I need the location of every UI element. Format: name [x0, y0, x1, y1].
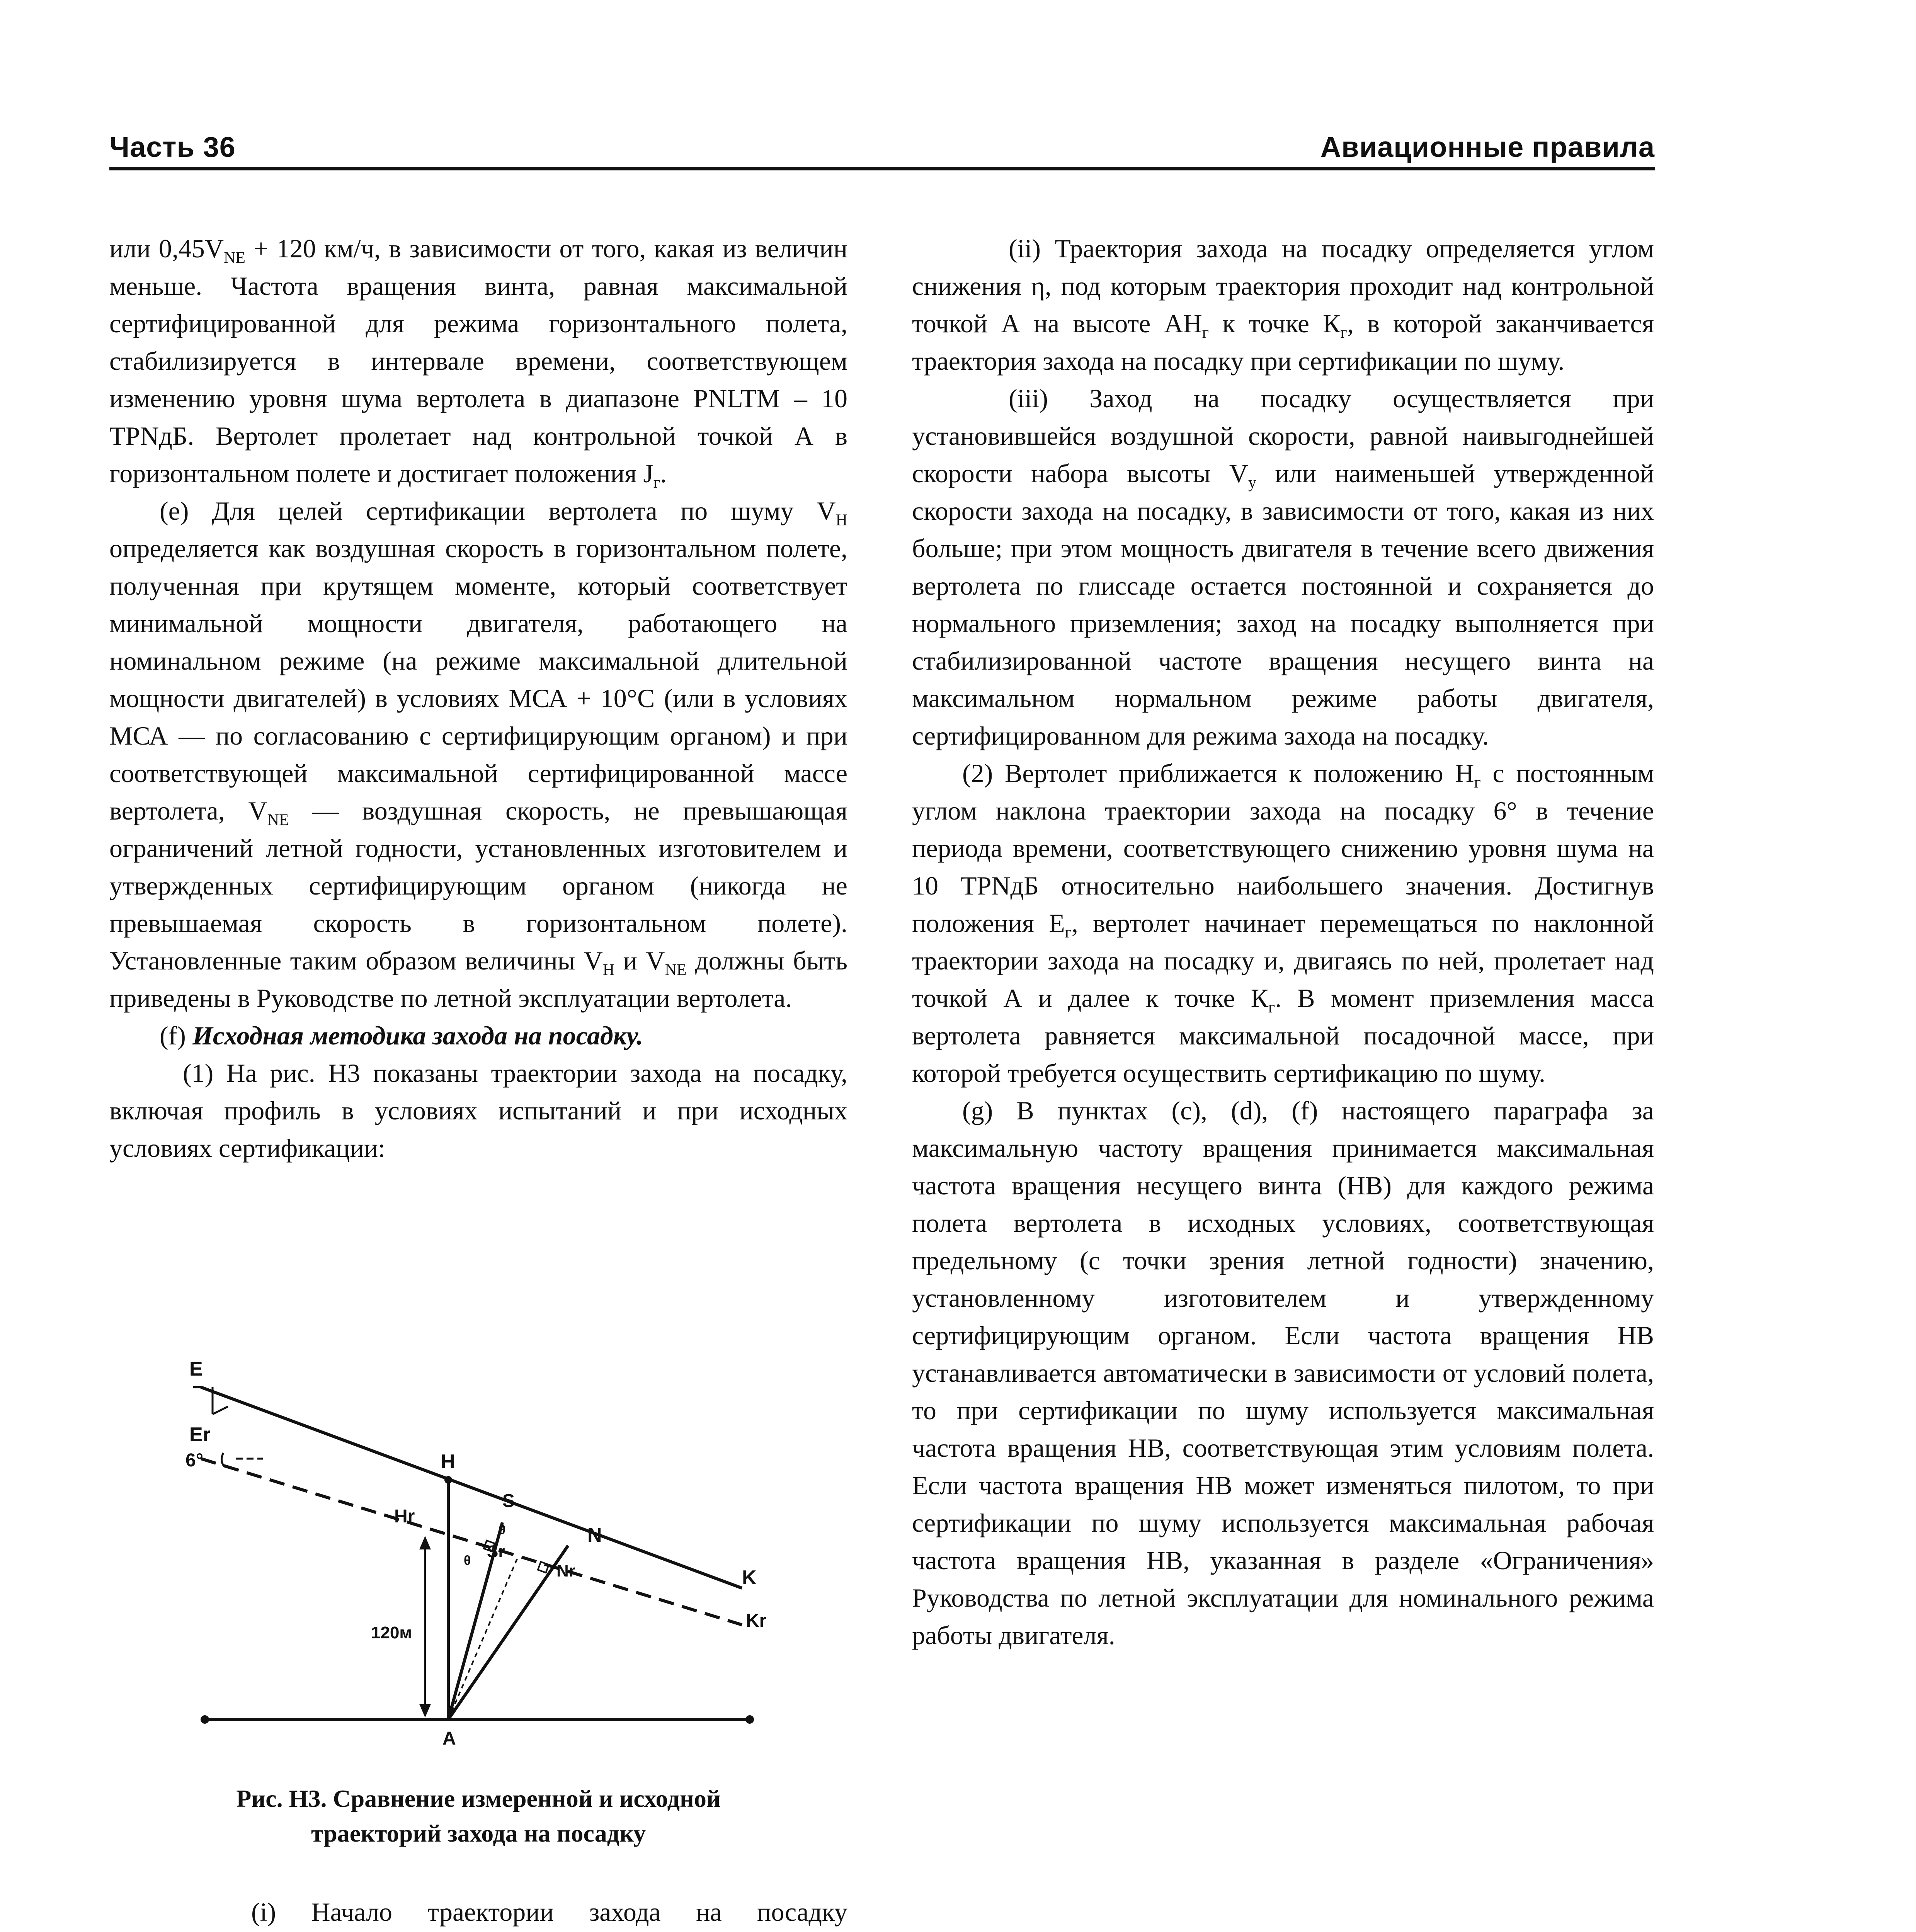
label-sr: Sr — [487, 1542, 505, 1561]
header-rule — [109, 167, 1655, 170]
ground-end-left — [201, 1715, 209, 1724]
label-a: A — [442, 1728, 456, 1749]
label-s: S — [502, 1491, 515, 1511]
label-n: N — [587, 1524, 602, 1546]
left-column-lower — [201, 1893, 847, 1932]
height-arrow-top — [419, 1536, 431, 1549]
running-header-part: Часть 36 — [109, 131, 236, 163]
paragraph-e: (е) Для целей сертификации вертолета по шуму $V_H$ определяется как воздушная скорость в горизонтальном полете, полученная при крутящем моменте, который соответствует минимальной мощности двигателя, работающего на номинальном режиме (на режиме максимальной длительной мощности двигателей) в условиях МСА + 10°С (или в условиях МСА — по согласованию с сертифицирующим органом) и при соответствующей максимальной сертифицированной массе вертолета, $V_{NE}$ — воздушная скорость, не превышающая ограничений летной годности, установленных изготовителем и утвержденных сертифицирующим органом (никогда не превышаемая скорость в горизонтальном полете). Установленные таким образом величины $V_H$ и $V_{NE}$ должны быть приведены в Руководстве по летной эксплуатации вертолета. — [109, 496, 847, 1013]
point-h — [444, 1476, 452, 1484]
er-angle-arc — [221, 1453, 224, 1466]
label-k: K — [742, 1566, 757, 1589]
line-a-sr — [448, 1557, 518, 1719]
paragraph-f-heading: (f) Исходная методика захода на посадку. — [160, 1021, 643, 1050]
approach-diagram — [178, 1341, 781, 1758]
figure-caption — [109, 1781, 847, 1851]
paragraph-iii: (iii) Заход на посадку осуществляется при установившейся воздушной скорости, равной наивыгоднейшей скорости набора высоты $V_y$ или наименьшей утвержденной скорости захода на посадку, в зависимости от того, какая из них больше; при этом мощность двигателя в течение всего движения вертолета по глиссаде остается постоянной и сохраняется до нормального приземления; заход на посадку выполняется при стабилизированной частоте вращения несущего винта на максимальном нормальном режиме работы двигателя, сертифицированном для режима захода на посадку. — [912, 384, 1654, 750]
left-column — [109, 230, 847, 1167]
paragraph-2: (2) Вертолет приближается к положению $Н_г$ с постоянным углом наклона траектории захода на посадку 6° в течение периода времени, соответствующего снижению уровня шума на 10 TPNдБ относительно наибольшего значения. Достигнув положения $Е_г$, вертолет начинает перемещаться по наклонной траектории захода на посадку и, двигаясь по ней, пролетает над точкой А и далее к точке $К_г$. В момент приземления масса вертолета равняется максимальной посадочной массе, при которой требуется осуществить сертификацию по шуму. — [912, 759, 1654, 1088]
label-nr: Nr — [556, 1561, 575, 1580]
label-theta-a: θ — [464, 1553, 471, 1568]
label-e: E — [189, 1358, 203, 1380]
ground-end-right — [745, 1715, 754, 1724]
measured-path-line — [201, 1387, 742, 1588]
label-height-120m: 120м — [371, 1623, 412, 1642]
right-column — [912, 230, 1654, 1654]
label-h: H — [441, 1451, 455, 1473]
paragraph-continuation: или $0,45V_{NE} + 120$ км/ч, в зависимости от того, какая из величин меньше. Частота вращения винта, равная максимальной сертифицированной для режима горизонтального полета, стабилизируется в интервале времени, соответствующем изменению уровня шума вертолета в диапазоне PNLTM – 10 TPNдБ. Вертолет пролетает над контрольной точкой А в горизонтальном полете и достигает положения $J_г$. — [109, 234, 848, 492]
label-six-degrees: 6° — [185, 1450, 203, 1471]
caption-line-1: Рис. Н3. Сравнение измеренной и исходной — [236, 1785, 721, 1812]
height-arrow-bottom — [419, 1704, 431, 1718]
label-er: Er — [189, 1423, 211, 1446]
label-kr: Kr — [746, 1611, 767, 1631]
paragraph-f1: (1) На рис. Н3 показаны траектории захода на посадку, включая профиль в условиях испытаний и при исходных условиях сертификации: — [109, 1058, 847, 1163]
right-angle-n — [538, 1562, 549, 1573]
label-hr: Hr — [394, 1506, 415, 1527]
paragraph-i: (i) Начало траектории захода на посадку — [251, 1897, 847, 1927]
line-a-n — [448, 1546, 568, 1719]
label-theta-s: θ — [499, 1522, 506, 1537]
paragraph-ii: (ii) Траектория захода на посадку определяется углом снижения η, под которым траектория проходит над контрольной точкой А на высоте $АН_г$ к точке $К_г$, в которой заканчивается траектория захода на посадку при сертификации по шуму. — [912, 234, 1654, 376]
figure-h3-approach-paths — [178, 1341, 781, 1758]
caption-line-2: траекторий захода на посадку — [311, 1820, 646, 1847]
reference-path-line — [201, 1459, 742, 1625]
running-header-title: Авиационные правила — [1320, 131, 1655, 163]
paragraph-g: (g) В пунктах (с), (d), (f) настоящего параграфа за максимальную частоту вращения принимается максимальная частота вращения несущего винта (НВ) для каждого режима полета вертолета в исходных условиях, соответствующая предельному (с точки зрения летной годности) значению, установленному изготовителем и утвержденному сертифицирующим органом. Если частота вращения НВ устанавливается автоматически в зависимости от условий полета, то при сертификации по шуму используется максимальная частота вращения НВ, соответствующая этим условиям полета. Если частота вращения НВ может изменяться пилотом, то при сертификации по шуму используется максимальная рабочая частота вращения НВ, указанная в разделе «Ограничения» Руководства по летной эксплуатации для номинального режима работы двигателя. — [912, 1096, 1654, 1650]
